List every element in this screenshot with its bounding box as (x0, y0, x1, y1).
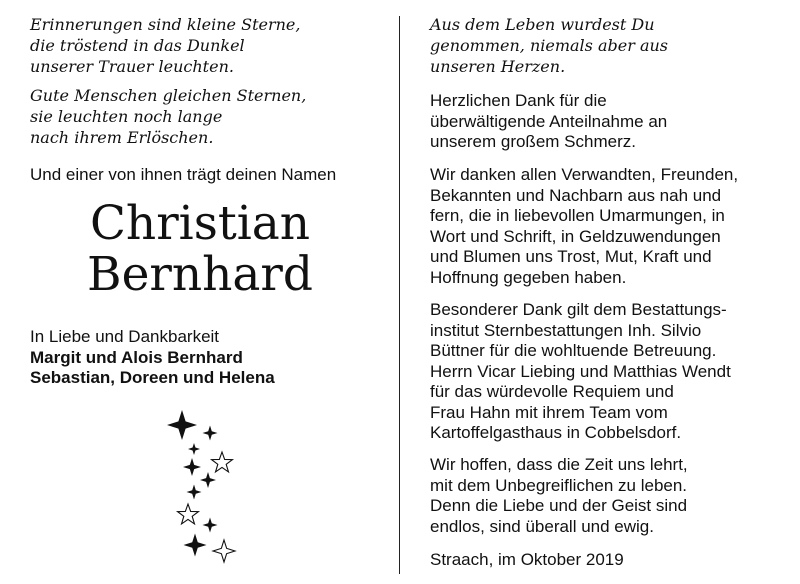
text-line: unserem großem Schmerz. (430, 132, 636, 151)
thanks-paragraph-4 (430, 455, 688, 537)
text-line: Hoffnung gegeben haben. (430, 267, 627, 287)
text-line: Herrn Vicar Liebing und Matthias Wendt (430, 361, 731, 381)
text-line: Büttner für die wohltuende Betreuung. (430, 341, 717, 360)
text-line: Denn die Liebe und der Geist sind (430, 496, 688, 515)
love-line: In Liebe und Dankbarkeit (30, 327, 220, 346)
text-line: endlos, sind überall und ewig. (430, 516, 654, 536)
poem-line: unserer Trauer leuchten. (30, 57, 234, 76)
poem-stanza-1 (30, 14, 300, 77)
poem-line: die tröstend in das Dunkel (30, 36, 245, 55)
poem-line: unseren Herzen. (430, 57, 566, 76)
poem-line: Erinnerungen sind kleine Sterne, (30, 15, 301, 34)
deceased-name (30, 198, 370, 300)
star-icon (188, 443, 200, 455)
text-line: Frau Hahn mit ihrem Team vom (430, 402, 668, 422)
star-outline-icon (213, 540, 235, 562)
place-date: Straach, im Oktober 2019 (430, 550, 624, 569)
thanks-paragraph-2 (430, 165, 738, 288)
poem-line: sie leuchten noch lange (30, 107, 223, 126)
star-icon (183, 458, 201, 476)
family-line: Margit und Alois Bernhard (30, 347, 243, 367)
column-divider (399, 16, 400, 574)
text-line: Bekannten und Nachbarn aus nah und (430, 185, 722, 205)
stars-icon (160, 405, 250, 570)
text-line: für das würdevolle Requiem und (430, 382, 674, 401)
star-icon (200, 472, 216, 488)
poem-line: genommen, niemals aber aus (430, 36, 668, 55)
star-icon (203, 518, 218, 533)
text-line: überwältigende Anteilnahme an (430, 111, 668, 131)
first-name: Christian (89, 196, 311, 251)
family-line: Sebastian, Doreen und Helena (30, 368, 275, 387)
poem-line: Gute Menschen gleichen Sternen, (30, 86, 307, 105)
star-icon (184, 534, 207, 557)
text-line: Kartoffelgasthaus in Cobbelsdorf. (430, 423, 682, 442)
text-line: Herzlichen Dank für die (430, 91, 607, 110)
text-line: Wort und Schrift, in Geldzuwendungen (430, 226, 721, 246)
last-name: Bernhard (87, 247, 313, 302)
poem-line: Aus dem Leben wurdest Du (430, 15, 655, 34)
text-line: und Blumen uns Trost, Mut, Kraft und (430, 247, 712, 266)
text-line: fern, die in liebevollen Umarmungen, in (430, 206, 725, 225)
text-line: mit dem Unbegreiflichen zu leben. (430, 475, 688, 495)
poem-stanza-right (430, 14, 668, 77)
star-outline-icon (178, 504, 199, 524)
poem-line: nach ihrem Erlöschen. (30, 128, 214, 147)
thanks-paragraph-3 (430, 300, 731, 444)
star-icon (203, 426, 218, 441)
thanks-paragraph-1 (430, 91, 667, 153)
star-icon (167, 410, 197, 440)
star-icon (187, 485, 202, 500)
intro-line: Und einer von ihnen trägt deinen Namen (30, 165, 337, 184)
text-line: institut Sternbestattungen Inh. Silvio (430, 320, 702, 340)
poem-stanza-2 (30, 85, 306, 148)
signature-block (30, 327, 275, 389)
star-outline-icon (212, 452, 233, 472)
text-line: Besonderer Dank gilt dem Bestattungs- (430, 300, 727, 319)
text-line: Wir danken allen Verwandten, Freunden, (430, 165, 739, 184)
text-line: Wir hoffen, dass die Zeit uns lehrt, (430, 455, 688, 474)
